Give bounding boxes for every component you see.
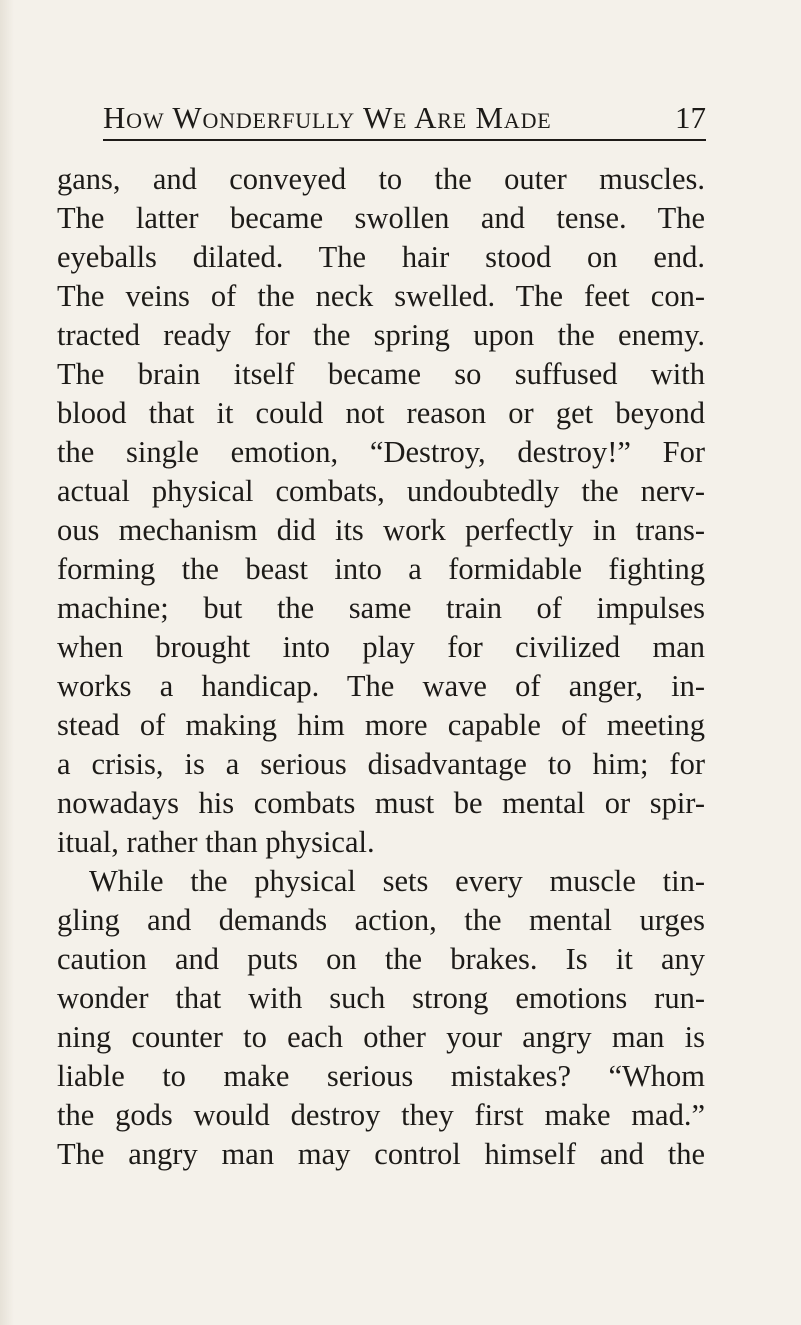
text-line: the gods would destroy they first make mad.” — [57, 1098, 705, 1132]
text-line: gans, and conveyed to the outer muscles. — [57, 162, 705, 196]
text-line: when brought into play for civilized man — [57, 630, 705, 664]
text-line: The veins of the neck swelled. The feet con- — [57, 279, 705, 313]
text-line: The brain itself became so suffused with — [57, 357, 705, 391]
text-line: The angry man may control himself and the — [57, 1137, 705, 1171]
running-title: How Wonderfully We Are Made — [103, 100, 552, 135]
text-line: eyeballs dilated. The hair stood on end. — [57, 240, 705, 274]
text-line: wonder that with such strong emotions run- — [57, 981, 705, 1015]
text-line: The latter became swollen and tense. The — [57, 201, 705, 235]
text-line: liable to make serious mistakes? “Whom — [57, 1059, 705, 1093]
text-line: gling and demands action, the mental urges — [57, 903, 705, 937]
page-number: 17 — [675, 100, 706, 135]
text-line: ous mechanism did its work perfectly in trans- — [57, 513, 705, 547]
text-line-paragraph-end: itual, rather than physical. — [57, 825, 375, 859]
text-line: a crisis, is a serious disadvantage to him; for — [57, 747, 705, 781]
text-line-paragraph-start: While the physical sets every muscle tin- — [89, 864, 705, 898]
text-line: actual physical combats, undoubtedly the nerv- — [57, 474, 705, 508]
text-line: stead of making him more capable of meeting — [57, 708, 705, 742]
text-line: blood that it could not reason or get beyond — [57, 396, 705, 430]
text-line: forming the beast into a formidable fighting — [57, 552, 705, 586]
text-line: nowadays his combats must be mental or spir- — [57, 786, 705, 820]
text-line: works a handicap. The wave of anger, in- — [57, 669, 705, 703]
body-text — [57, 160, 705, 1174]
text-line: ning counter to each other your angry man is — [57, 1020, 705, 1054]
text-line: caution and puts on the brakes. Is it any — [57, 942, 705, 976]
text-line: tracted ready for the spring upon the enemy. — [57, 318, 705, 352]
page-edge-shadow — [0, 0, 14, 1325]
page-header — [103, 100, 706, 140]
text-line: machine; but the same train of impulses — [57, 591, 705, 625]
text-line: the single emotion, “Destroy, destroy!” For — [57, 435, 705, 469]
header-rule — [103, 139, 706, 141]
